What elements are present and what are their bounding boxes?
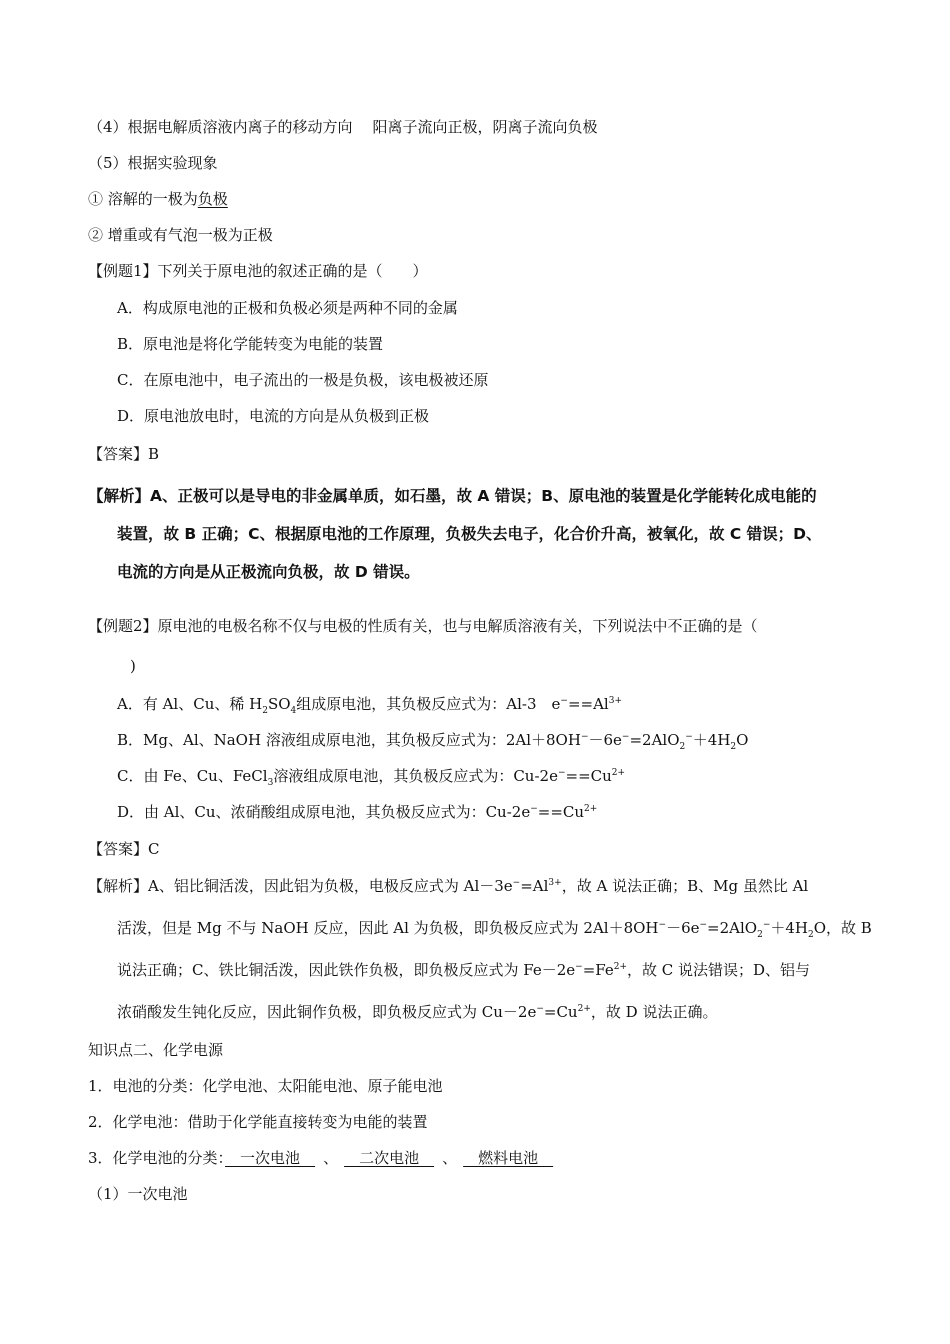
- example-1-answer-value: B: [148, 445, 160, 463]
- analysis-sup: 2+: [613, 962, 628, 972]
- option-d-part: D．由 Al、Cu、浓硝酸组成原电池，其负极反应式为：Cu-2e: [117, 803, 531, 821]
- analysis-part: ，故 A 说法正确；B、Mg 虽然比 Al: [561, 877, 809, 895]
- option-a-part: SO: [267, 695, 291, 713]
- option-c-part: ==Cu: [565, 767, 612, 785]
- option-b-sup: −: [685, 732, 693, 742]
- analysis-sup: −: [512, 878, 521, 888]
- example-1-answer-label: 【答案】: [88, 445, 149, 463]
- analysis-sup: −: [536, 1004, 544, 1014]
- option-d-sup: 2+: [584, 804, 598, 814]
- option-a-part: 组成原电池，其负极反应式为：Al-3 e: [296, 695, 561, 713]
- option-c-sub: 3: [267, 778, 274, 788]
- line-4-rest: 阳离子流向正极，阴离子流向负极: [372, 118, 598, 136]
- option-c-sup: −: [557, 768, 566, 778]
- analysis-part: ，故 C 说法错误；D、铝与: [627, 961, 811, 979]
- example-1-option-b: B．原电池是将化学能转变为电能的装置: [117, 335, 384, 353]
- example-1-analysis-text-1: A、正极可以是导电的非金属单质，如石墨，故 A 错误；B、原电池的装置是化学能转化成电能的: [150, 487, 817, 505]
- option-b-sub: 2: [730, 742, 737, 752]
- option-b-part: B．Mg、Al、NaOH 溶液组成原电池，其负极反应式为：2Al＋8OH: [117, 731, 581, 749]
- example-1-answer: [88, 444, 159, 464]
- option-c-part: 溶液组成原电池，其负极反应式为：Cu-2e: [273, 767, 558, 785]
- knowledge-point-2-sub-1: （1）一次电池: [88, 1185, 188, 1203]
- example-1-analysis-line-2: 装置，故 B 正确；C、根据原电池的工作原理，负极失去电子，化合价升高，被氧化，故 C 错误；D、: [117, 525, 822, 543]
- separator-2: 、: [442, 1149, 458, 1167]
- option-a-part: ==Al: [567, 695, 609, 713]
- analysis-part: =Fe: [582, 961, 614, 979]
- option-c-sup: 2+: [611, 768, 626, 778]
- item-3-prefix: 3．化学电池的分类：: [88, 1149, 226, 1167]
- knowledge-point-2-item-1: 1．电池的分类：化学电池、太阳能电池、原子能电池: [88, 1077, 443, 1095]
- example-1-analysis-line-1: [88, 486, 817, 506]
- example-2-stem-close: ): [130, 657, 136, 675]
- circle-1-underlined: 负极: [197, 190, 228, 208]
- analysis-sup: −: [575, 962, 583, 972]
- example-1-option-a: A．构成原电池的正极和负极必须是两种不同的金属: [117, 299, 458, 317]
- option-a-sub: 4: [290, 706, 297, 716]
- option-a-sup: 3+: [608, 696, 622, 706]
- option-b-part: ＋4H: [692, 731, 731, 749]
- example-2-analysis-label: 【解析】: [88, 877, 149, 895]
- option-b-sup: −: [621, 732, 630, 742]
- option-a-part: A．有 Al、Cu、稀 H: [117, 695, 263, 713]
- example-2-analysis-line-3: [117, 960, 810, 980]
- analysis-sub: 2: [807, 930, 814, 940]
- example-2-option-a: [117, 694, 622, 714]
- fill-blank-3: 燃料电池: [463, 1149, 554, 1167]
- example-1-option-d: D．原电池放电时，电流的方向是从负极到正极: [117, 407, 430, 425]
- analysis-part: =2AlO: [707, 919, 758, 937]
- example-1-stem-line: [88, 261, 428, 281]
- analysis-sup: −: [762, 920, 771, 930]
- knowledge-point-2-title: 知识点二、化学电源: [88, 1041, 224, 1059]
- analysis-part: =Cu: [543, 1003, 578, 1021]
- example-2-option-d: [117, 802, 597, 822]
- analysis-part: －6e: [666, 919, 700, 937]
- analysis-part: ，故 D 说法正确。: [590, 1003, 718, 1021]
- example-2-analysis-line-1: [88, 876, 808, 896]
- analysis-part: 活泼，但是 Mg 不与 NaOH 反应，因此 Al 为负极，即负极反应式为 2Al＋8OH: [117, 919, 659, 937]
- analysis-sup: 2+: [577, 1004, 591, 1014]
- example-1-option-c: C．在原电池中，电子流出的一极是负极，该电极被还原: [117, 371, 489, 389]
- option-b-sub: 2: [679, 742, 686, 752]
- option-d-sup: −: [530, 804, 538, 814]
- option-b-part: O: [736, 731, 749, 749]
- example-2-stem-line: [88, 616, 758, 636]
- option-b-part: －6e: [588, 731, 622, 749]
- analysis-part: A、铝比铜活泼，因此铝为负极，电极反应式为 Al－3e: [148, 877, 513, 895]
- analysis-sup: −: [658, 920, 667, 930]
- option-c-part: C．由 Fe、Cu、FeCl: [117, 767, 268, 785]
- example-2-answer-value: C: [148, 840, 160, 858]
- analysis-part: 浓硝酸发生钝化反应，因此铜作负极，即负极反应式为 Cu－2e: [117, 1003, 537, 1021]
- option-a-sup: −: [560, 696, 568, 706]
- example-2-option-c: [117, 766, 625, 786]
- example-1-stem: 下列关于原电池的叙述正确的是（ ）: [157, 262, 428, 280]
- text-line-5: （5）根据实验现象: [88, 154, 218, 172]
- option-d-part: ==Cu: [537, 803, 585, 821]
- example-2-label: 【例题2】: [88, 617, 158, 635]
- analysis-part: ＋4H: [770, 919, 808, 937]
- example-1-label: 【例题1】: [88, 262, 158, 280]
- example-2-stem: 原电池的电极名称不仅与电极的性质有关，也与电解质溶液有关，下列说法中不正确的是（: [157, 617, 758, 635]
- circle-1-prefix: ① 溶解的一极为: [88, 190, 198, 208]
- fill-blank-1: 一次电池: [225, 1149, 316, 1167]
- text-line-4: [88, 117, 598, 137]
- analysis-part: =Al: [520, 877, 549, 895]
- analysis-part: O，故 B: [813, 919, 872, 937]
- fill-blank-2: 二次电池: [344, 1149, 435, 1167]
- separator-1: 、: [323, 1149, 339, 1167]
- option-b-sup: −: [580, 732, 589, 742]
- example-2-answer-label: 【答案】: [88, 840, 149, 858]
- option-a-sub: 2: [262, 706, 268, 716]
- text-circle-1: [88, 189, 228, 209]
- analysis-sup: 3+: [548, 878, 562, 888]
- example-2-answer: [88, 839, 160, 859]
- example-2-option-b: [117, 730, 748, 750]
- example-2-analysis-line-2: [117, 918, 872, 938]
- example-1-analysis-label: 【解析】: [88, 487, 151, 505]
- example-2-analysis-line-4: [117, 1002, 717, 1022]
- line-4-prefix: （4）根据电解质溶液内离子的移动方向: [88, 118, 353, 136]
- knowledge-point-2-item-3: [88, 1148, 553, 1168]
- example-1-analysis-line-3: 电流的方向是从正极流向负极，故 D 错误。: [117, 563, 420, 581]
- analysis-part: 说法正确；C、铁比铜活泼，因此铁作负极，即负极反应式为 Fe－2e: [117, 961, 576, 979]
- analysis-sub: 2: [757, 930, 763, 940]
- knowledge-point-2-item-2: 2．化学电池：借助于化学能直接转变为电能的装置: [88, 1113, 428, 1131]
- option-b-part: =2AlO: [629, 731, 680, 749]
- text-circle-2: ② 增重或有气泡一极为正极: [88, 226, 273, 244]
- analysis-sup: −: [699, 920, 708, 930]
